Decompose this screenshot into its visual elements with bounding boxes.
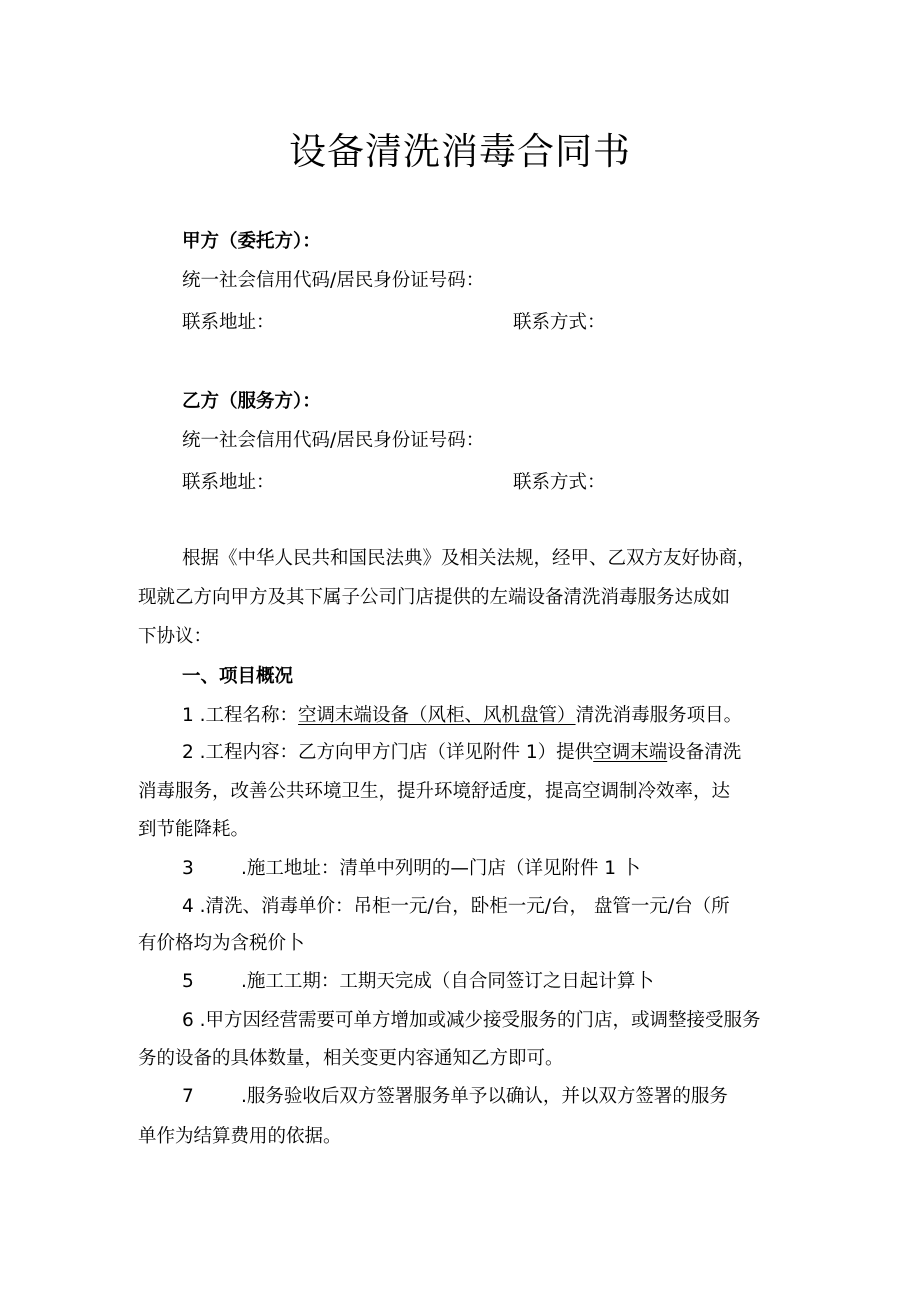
item-5-number: 5 bbox=[182, 971, 194, 992]
item-7-number: 7 bbox=[182, 1086, 194, 1107]
item-6-line-1: 6 .甲方因经营需要可单方增加或减少接受服务的门店，或调整接受服务 bbox=[182, 1010, 761, 1031]
item-4-line-2: 有价格均为含税价卜 bbox=[138, 933, 305, 954]
intro-line-3: 下协议： bbox=[138, 626, 213, 647]
item-7-text: .服务验收后双方签署服务单予以确认，并以双方签署的服务 bbox=[241, 1086, 728, 1107]
document-title: 设备清洗消毒合同书 bbox=[289, 130, 631, 173]
party-a-label: 甲方（委托方）： bbox=[182, 231, 321, 252]
item-1-prefix: 1 .工程名称： bbox=[182, 705, 299, 726]
item-1 bbox=[182, 703, 742, 729]
item-2-suffix: 设备清洗 bbox=[667, 742, 742, 763]
item-3-text: .施工地址：清单中列明的—门店（详见附件 1 卜 bbox=[241, 858, 641, 879]
item-4-line-1: 4 .清洗、消毒单价：吊柜一元/台，卧柜一元/台， 盘管一元/台（所 bbox=[182, 896, 730, 917]
item-1-project-name: 空调末端设备（风柜、风机盘管） bbox=[298, 705, 576, 726]
item-2-line-2: 消毒服务，改善公共环境卫生，提升环境舒适度，提高空调制冷效率，达 bbox=[138, 781, 731, 802]
section-1-heading: 一、项目概况 bbox=[182, 666, 294, 687]
party-b-credit-code-label: 统一社会信用代码/居民身份证号码： bbox=[182, 430, 485, 451]
item-7-line-2: 单作为结算费用的依据。 bbox=[138, 1126, 342, 1147]
party-b-contact-label: 联系方式： bbox=[513, 472, 606, 493]
intro-line-2: 现就乙方向甲方及其下属子公司门店提供的左端设备清洗消毒服务达成如 bbox=[138, 587, 731, 608]
item-3-number: 3 bbox=[182, 858, 194, 879]
party-a-credit-code-label: 统一社会信用代码/居民身份证号码： bbox=[182, 270, 485, 291]
item-5-text: .施工工期：工期天完成（自合同签订之日起计算卜 bbox=[241, 971, 654, 992]
intro-line-1: 根据《中华人民共和国民法典》及相关法规，经甲、乙双方友好协商， bbox=[182, 548, 756, 569]
party-b-address-label: 联系地址： bbox=[182, 472, 275, 493]
party-b-label: 乙方（服务方）： bbox=[182, 391, 321, 412]
item-2-line-3: 到节能降耗。 bbox=[138, 819, 250, 840]
item-2-underlined: 空调末端 bbox=[593, 742, 668, 763]
item-1-suffix: 清洗消毒服务项目。 bbox=[575, 705, 743, 726]
party-a-address-label: 联系地址： bbox=[182, 312, 275, 333]
party-a-contact-label: 联系方式： bbox=[513, 312, 606, 333]
item-2-prefix: 2 .工程内容：乙方向甲方门店（详见附件 1）提供 bbox=[182, 742, 594, 763]
item-2 bbox=[182, 740, 741, 766]
item-6-line-2: 务的设备的具体数量，相关变更内容通知乙方即可。 bbox=[138, 1048, 564, 1069]
